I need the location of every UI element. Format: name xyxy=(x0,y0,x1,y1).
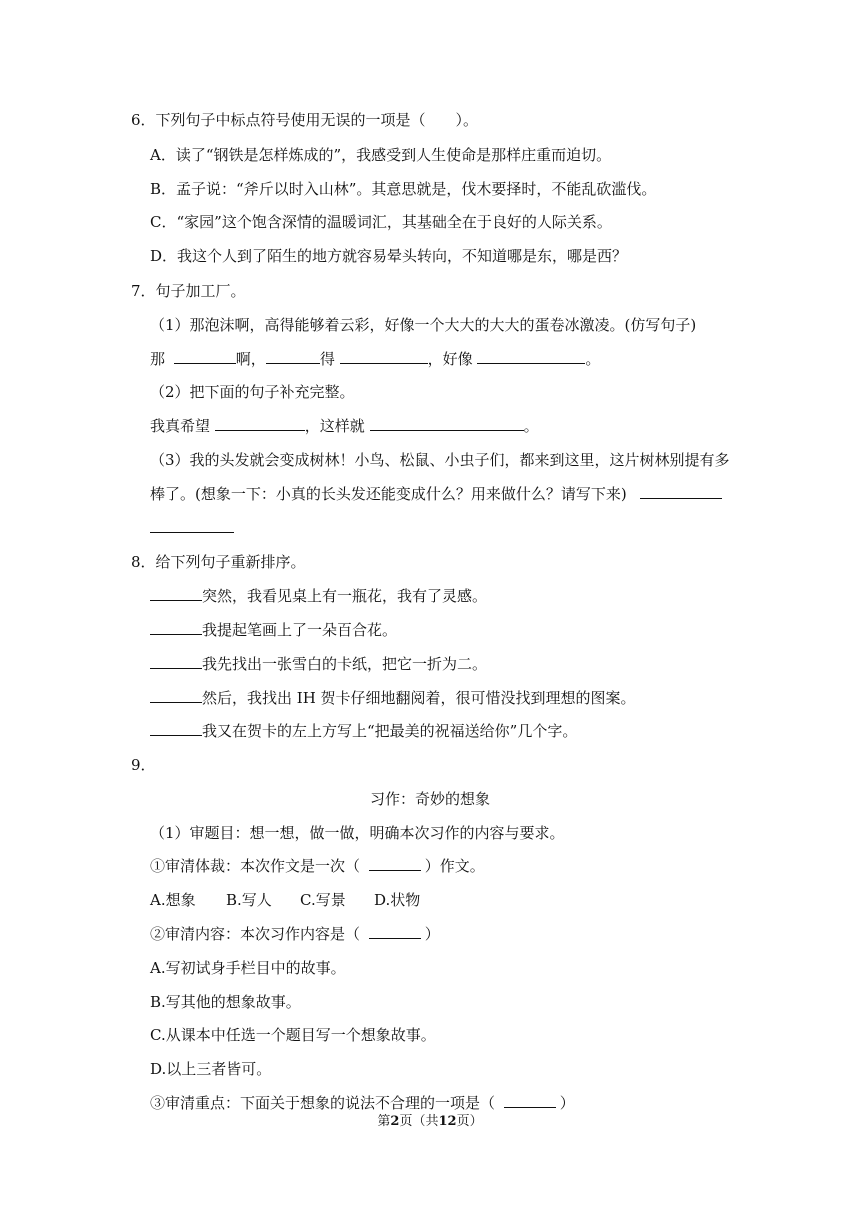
text: 我真希望 xyxy=(150,417,211,435)
answer-blank[interactable] xyxy=(370,416,524,431)
text: 页） xyxy=(456,1114,483,1129)
q8-item xyxy=(150,688,636,708)
text: ） xyxy=(559,1094,575,1112)
q6-option-d: D．我这个人到了陌生的地方就容易晕头转向，不知道哪是东，哪是西？ xyxy=(150,247,628,265)
q6-stem: 6．下列句子中标点符号使用无误的一项是（ ）。 xyxy=(131,111,479,129)
q7-part3-answer-line xyxy=(150,518,234,538)
answer-blank[interactable] xyxy=(150,518,234,533)
q7-part3-line2 xyxy=(150,484,722,504)
q6-option-b: B．孟子说：“斧斤以时入山林”。其意思就是，伐木要择时，不能乱砍滥伐。 xyxy=(150,180,657,198)
q7-part3-line1: （3）我的头发就会变成树林！小鸟、松鼠、小虫子们，都来到这里，这片树林别提有多 xyxy=(150,451,730,469)
total-pages: 12 xyxy=(438,1114,457,1129)
option: A.想象 xyxy=(150,891,196,909)
text: 那 xyxy=(150,350,166,368)
q9-step2-option: A.写初试身手栏目中的故事。 xyxy=(150,959,346,977)
order-blank[interactable] xyxy=(150,654,202,669)
option: C.写景 xyxy=(300,891,346,909)
answer-blank[interactable] xyxy=(215,416,305,431)
option: D.状物 xyxy=(374,891,421,909)
q6-option-a: A．读了“钢铁是怎样炼成的”，我感受到人生使命是那样庄重而迫切。 xyxy=(150,146,612,164)
q9-step2 xyxy=(150,924,440,944)
answer-blank[interactable] xyxy=(504,1093,556,1108)
q9-essay-title: 习作：奇妙的想象 xyxy=(369,790,490,808)
q9-step1 xyxy=(150,856,485,876)
text: 。 xyxy=(523,417,539,435)
order-blank[interactable] xyxy=(150,620,202,635)
q9-step2-option: B.写其他的想象故事。 xyxy=(150,993,301,1011)
page-number: 2 xyxy=(390,1114,400,1129)
text: 得 xyxy=(319,350,335,368)
q8-item xyxy=(150,721,577,741)
text: ，好像 xyxy=(427,350,473,368)
answer-blank[interactable] xyxy=(266,349,320,364)
text: ③审清重点：下面关于想象的说法不合理的一项是（ xyxy=(150,1094,496,1112)
q8-item xyxy=(150,586,487,606)
text: ②审清内容：本次习作内容是（ xyxy=(150,925,361,943)
q9-step1-options xyxy=(150,890,420,910)
text: 啊， xyxy=(235,350,266,368)
answer-blank[interactable] xyxy=(369,924,421,939)
order-blank[interactable] xyxy=(150,586,202,601)
text: 棒了。(想象一下：小真的长头发还能变成什么？用来做什么？请写下来) xyxy=(150,485,627,503)
text: ）作文。 xyxy=(424,857,485,875)
q7-part1-fill-line xyxy=(150,349,600,369)
option: B.写人 xyxy=(226,891,272,909)
q8-stem: 8．给下列句子重新排序。 xyxy=(131,553,306,571)
page-footer xyxy=(0,1112,860,1132)
text: 我提起笔画上了一朵百合花。 xyxy=(202,621,398,639)
q7-part2-fill-line xyxy=(150,416,539,436)
answer-blank[interactable] xyxy=(174,349,236,364)
order-blank[interactable] xyxy=(150,721,202,736)
text: 我先找出一张雪白的卡纸，把它一折为二。 xyxy=(202,655,488,673)
text: 突然，我看见桌上有一瓶花，我有了灵感。 xyxy=(202,587,488,605)
q7-part1: （1）那泡沫啊，高得能够着云彩，好像一个大大的大大的蛋卷冰激凌。(仿写句子) xyxy=(150,316,697,334)
q9-step2-option: C.从课本中任选一个题目写一个想象故事。 xyxy=(150,1026,436,1044)
q9-step2-option: D.以上三者皆可。 xyxy=(150,1060,272,1078)
q9-part1: （1）审题目：想一想，做一做，明确本次习作的内容与要求。 xyxy=(150,824,565,842)
q7-stem: 7．句子加工厂。 xyxy=(131,282,246,300)
text: ①审清体裁：本次作文是一次（ xyxy=(150,857,361,875)
answer-blank[interactable] xyxy=(640,484,722,499)
q6-option-c: C．“家园”这个饱含深情的温暖词汇，其基础全在于良好的人际关系。 xyxy=(150,213,612,231)
q7-part2: （2）把下面的句子补充完整。 xyxy=(150,383,355,401)
text: ，这样就 xyxy=(304,417,365,435)
order-blank[interactable] xyxy=(150,688,202,703)
answer-blank[interactable] xyxy=(369,856,421,871)
text: 页（共 xyxy=(399,1114,439,1129)
text: 第 xyxy=(377,1114,391,1129)
text: ） xyxy=(424,925,440,943)
text: 。 xyxy=(585,350,601,368)
text: 我又在贺卡的左上方写上“把最美的祝福送给你”几个字。 xyxy=(202,722,578,740)
q8-item xyxy=(150,620,397,640)
q9-step3 xyxy=(150,1093,575,1113)
answer-blank[interactable] xyxy=(477,349,585,364)
q8-item xyxy=(150,654,487,674)
text: 然后，我找出 IH 贺卡仔细地翻阅着，很可惜没找到理想的图案。 xyxy=(202,689,636,707)
q9-number: 9． xyxy=(131,756,156,774)
answer-blank[interactable] xyxy=(340,349,428,364)
